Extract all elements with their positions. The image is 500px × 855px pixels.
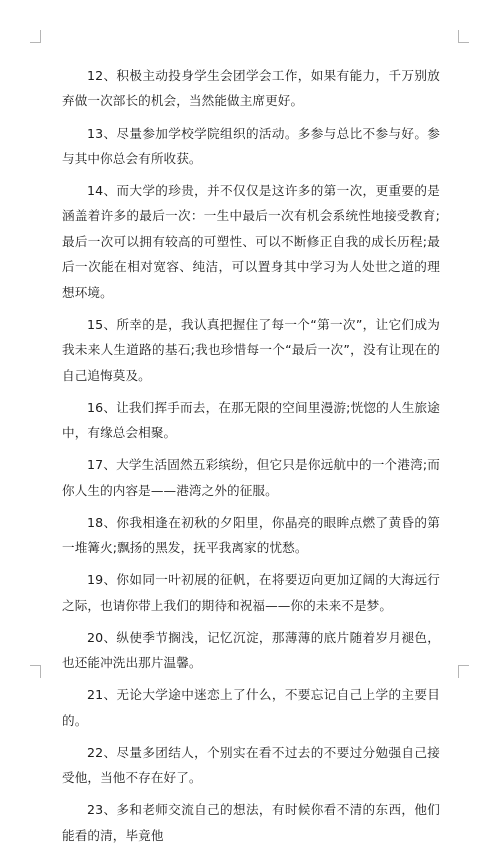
crop-mark-bottom-right <box>458 665 469 678</box>
paragraph-18: 18、你我相逢在初秋的夕阳里，你晶亮的眼眸点燃了黄昏的第一堆篝火;飘扬的黑发，抚平我离家的忧愁。 <box>62 514 440 556</box>
paragraph-14: 14、而大学的珍贵，并不仅仅是这许多的第一次，更重要的是涵盖着许多的最后一次：一生中最后一次有机会系统性地接受教育;最后一次可以拥有较高的可塑性、可以不断修正自我的成长历程;最后一次能在相对宽容、纯洁，可以置身其中学习为人处世之道的理想环境。 <box>62 183 440 300</box>
paragraph-13: 13、尽量参加学校学院组织的活动。多参与总比不参与好。参与其中你总会有所收获。 <box>62 125 440 166</box>
paragraph-12: 12、积极主动投身学生会团学会工作，如果有能力，千万别放弃做一次部长的机会，当然能做主席更好。 <box>62 68 440 109</box>
document-page <box>62 63 440 855</box>
paragraph-15: 15、所幸的是，我认真把握住了每一个“第一次”，让它们成为我未来人生道路的基石;我也珍惜每一个“最后一次”，没有让现在的自己追悔莫及。 <box>62 316 440 383</box>
paragraph-19: 19、你如同一叶初展的征帆，在将要迈向更加辽阔的大海远行之际，也请你带上我们的期待和祝福——你的未来不是梦。 <box>62 572 440 613</box>
paragraph-23: 23、多和老师交流自己的想法，有时候你看不清的东西，他们能看的清，毕竟他 <box>62 802 440 843</box>
paragraph-22: 22、尽量多团结人，个别实在看不过去的不要过分勉强自己接受他，当他不存在好了。 <box>62 744 440 786</box>
paragraph-17: 17、大学生活固然五彩缤纷，但它只是你远航中的一个港湾;而你人生的内容是——港湾之外的征服。 <box>62 457 440 498</box>
paragraph-21: 21、无论大学途中迷恋上了什么，不要忘记自己上学的主要目的。 <box>62 687 440 728</box>
crop-mark-bottom-left <box>30 665 41 678</box>
crop-mark-top-left <box>30 30 41 43</box>
crop-mark-top-right <box>458 30 469 43</box>
paragraph-20: 20、纵使季节搁浅，记忆沉淀，那薄薄的底片随着岁月褪色，也还能冲洗出那片温馨。 <box>62 629 440 671</box>
paragraph-16: 16、让我们挥手而去，在那无限的空间里漫游;恍惚的人生旅途中，有缘总会相聚。 <box>62 399 440 441</box>
